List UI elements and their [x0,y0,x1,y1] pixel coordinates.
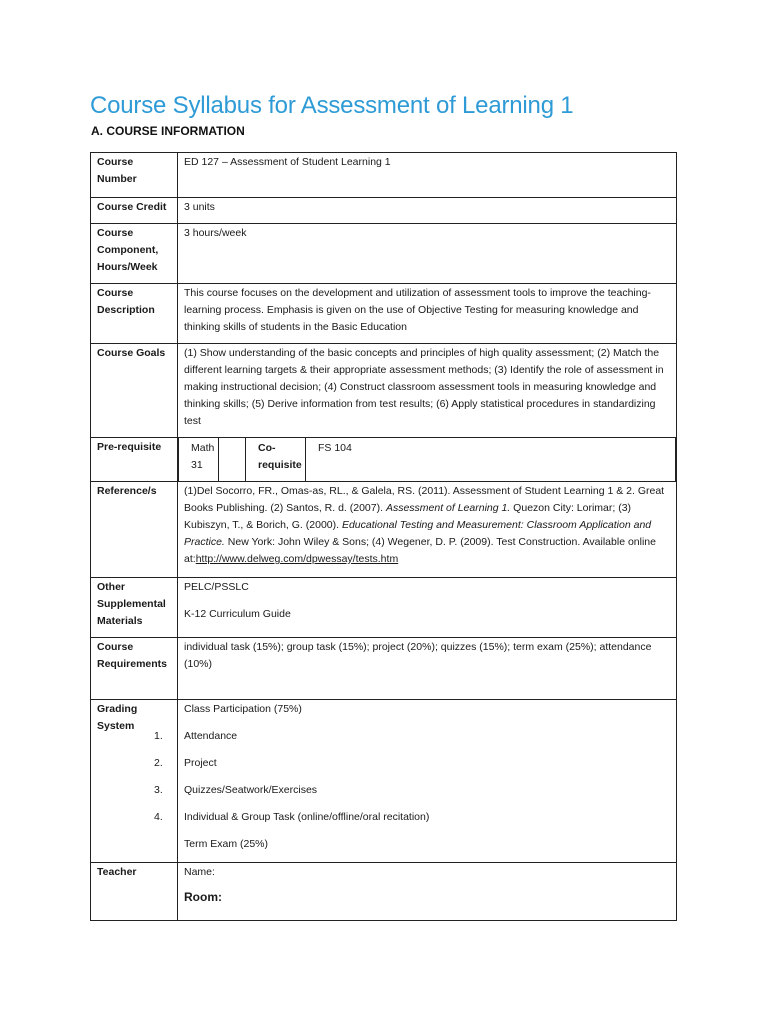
grading-item [154,728,670,755]
value-course-goals: (1) Show understanding of the basic concepts and principles of high quality assessment; (2) Match the different learning targets & their appropriate assessment methods; (3) Identify the role of assessment in making instructional decision; (4) Construct classroom assessment tools in measuring knowledge and thinking skills; (5) Derive information from test results; (6) Apply statistical procedures in standardizing test [178,344,677,438]
value-requirements: individual task (15%); group task (15%); project (20%); quizzes (15%); term exam (25%); attendance (10%) [178,638,677,700]
label-course-description: Course Description [91,284,178,344]
section-heading: A. COURSE INFORMATION [91,124,245,138]
value-course-description: This course focuses on the development and utilization of assessment tools to improve the teaching-learning process. Emphasis is given on the use of Objective Testing for measuring knowledge and thinking skills of students in the Basic Education [178,284,677,344]
grading-item-text: Attendance [184,730,238,742]
label-corequisite: Co-requisite [258,442,302,471]
other-material-2: K-12 Curriculum Guide [184,608,291,620]
row-other-materials [91,578,677,638]
row-prerequisite [91,438,677,482]
grading-item-num: 3. [154,784,163,796]
row-course-number [91,153,677,198]
grading-item-text: Quizzes/Seatwork/Exercises [184,784,318,796]
reference-text-3: New York: John Wiley & Sons; (4) Wegener, D. P. (2009). Test Construction. Available online at: [184,536,656,565]
row-requirements [91,638,677,700]
row-grading [91,700,677,863]
grading-header: Class Participation (75%) [184,703,302,715]
label-references: Reference/s [91,482,178,578]
row-teacher [91,863,677,921]
label-course-number: Course Number [91,153,178,198]
reference-text-1: (1)Del Socorro, FR., Omas-as, RL., & Galela, RS. (2011). Assessment of Student Learning 1 & 2. Great Books Publishing. (2) Santos, R. d. (2007). [184,485,665,514]
grading-item-num: 2. [154,757,163,769]
value-course-number: ED 127 – Assessment of Student Learning 1 [178,153,677,198]
row-references [91,482,677,578]
label-course-credit: Course Credit [91,198,178,224]
grading-item [154,755,670,782]
grading-item-num: 1. [154,730,163,742]
value-corequisite: FS 104 [318,442,352,454]
page-title: Course Syllabus for Assessment of Learning 1 [90,92,574,119]
teacher-room-label: Room: [184,890,222,904]
other-material-1: PELC/PSSLC [184,581,249,593]
prerequisite-subtable [178,437,676,482]
reference-link[interactable]: http://www.delweg.com/dpwessay/tests.htm [195,553,399,565]
row-course-component [91,224,677,284]
reference-italic-1: Assessment of Learning 1. [385,502,511,514]
value-course-component: 3 hours/week [178,224,677,284]
reference-italic-2: Educational Testing and Measurement: Classroom Application and Practice. [184,519,652,548]
grading-item [154,782,670,809]
value-prerequisite: Math 31 [191,442,215,471]
course-info-table [90,152,677,921]
grading-item-num: 4. [154,811,163,823]
value-course-credit: 3 units [178,198,677,224]
row-course-description [91,284,677,344]
value-references [178,482,677,578]
label-other-materials: Other Supplemental Materials [91,578,178,638]
teacher-name-label: Name: [184,866,215,878]
blank-cell [219,438,246,482]
grading-item-text: Project [184,757,217,769]
label-grading: Grading System [97,703,138,732]
label-teacher: Teacher [91,863,178,921]
grading-footer: Term Exam (25%) [184,838,269,850]
label-course-goals: Course Goals [91,344,178,438]
label-course-component: Course Component, Hours/Week [91,224,178,284]
reference-text-2: Quezon City: Lorimar; (3) Kubiszyn, T., & Borich, G. (2000). [184,502,632,531]
grading-item [154,809,670,836]
row-course-credit [91,198,677,224]
grading-item-text: Individual & Group Task (online/offline/oral recitation) [184,811,430,823]
label-prerequisite: Pre-requisite [91,438,178,482]
row-course-goals [91,344,677,438]
label-requirements: Course Requirements [91,638,178,700]
